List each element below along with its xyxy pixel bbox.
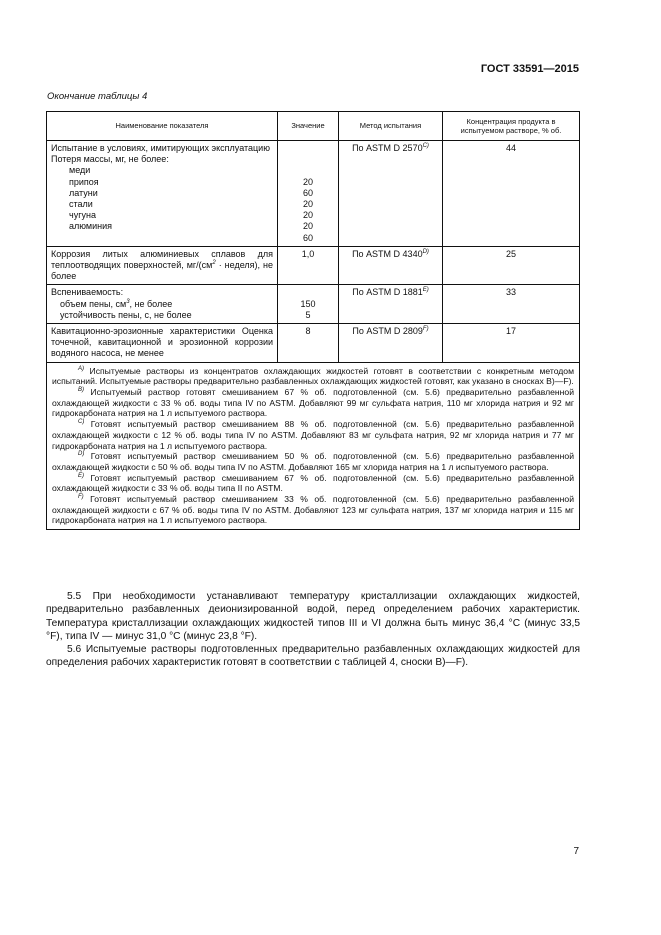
row-title: Вспениваемость: [51, 287, 124, 298]
metal-item: припоя [69, 176, 99, 187]
table-row [47, 285, 580, 324]
footnote-text: Готовят испытуемый раствор смешиванием 67 % об. подготовленной (см. 5.6) предварительно разбавленной охлаждающей жидкости с 33 % об. воды типа II по ASTM. [52, 472, 574, 494]
footnote-mark: F) [422, 326, 429, 333]
footnote [52, 451, 574, 472]
value-cell [278, 285, 339, 324]
row-text: объем пены, см [60, 298, 127, 309]
footnote-text: Готовят испытуемый раствор смешиванием 33 % об. подготовленной (см. 5.6) предварительно разбавленной охлаждающей жидкости с 67 % об. воды типа IV по ASTM. Добавляют 123 мг сульфата натрия, 137 мг хлорида натрия и 115 мг гидрокарбоната натрия на 1 л испытуемого раствора. [52, 494, 574, 526]
footnote-mark: D) [422, 248, 429, 255]
footnote-text: Готовят испытуемый раствор смешиванием 50 % об. подготовленной (см. 5.6) предварительно разбавленной охлаждающей жидкости с 50 % об. воды типа IV по ASTM. Добавляют 165 мг хлорида натрия на 1 л испытуемого раствора. [52, 451, 574, 472]
footnote-text: Испытуемый раствор готовят смешиванием 67 % об. подготовленной (см. 5.6) предварительно разбавленной охлаждающей жидкости с 33 % об. воды типа IV по ASTM. Добавляют 99 мг сульфата натрия, 110 мг хлорида натрия и 92 мг гидрокарбоната натрия на 1 л испытуемого раствора. [52, 387, 574, 419]
footnotes-cell [47, 362, 580, 530]
footnote-mark: E) [422, 287, 429, 294]
metal-item: стали [69, 199, 93, 210]
foam-value: 150 [300, 298, 316, 309]
superscript: 2 [212, 260, 216, 267]
method-text: По ASTM D 2570 [352, 143, 423, 153]
header-indicator: Наименование показателя [47, 112, 278, 141]
footnote-text: Готовят испытуемый раствор смешиванием 88 % об. подготовленной (см. 5.6) предварительно разбавленной охлаждающей жидкости с 12 % об. воды типа IV по ASTM. Добавляют 83 мг сульфата натрия, 92 мг хлорида натрия и 77 мг гидрокарбоната натрия на 1 л испытуемого раствора. [52, 419, 574, 451]
method-text: По ASTM D 1881 [352, 287, 423, 298]
concentration-cell: 33 [443, 285, 580, 324]
metal-item: латуни [69, 187, 98, 198]
metal-item: меди [69, 165, 91, 176]
value-cell: 1,0 [278, 246, 339, 285]
indicator-cell [47, 141, 278, 247]
indicator-cell [47, 285, 278, 324]
value-cell: 8 [278, 324, 339, 363]
row-text: Коррозия литых алюминиевых сплавов для теплоотводящих поверхностей, мг/(см [51, 248, 273, 271]
metal-value: 60 [302, 232, 313, 243]
metal-value: 20 [302, 221, 313, 232]
row-title: Испытание в условиях, имитирующих эксплуатацию [51, 143, 270, 153]
metal-value: 20 [302, 176, 313, 187]
footnote [52, 494, 574, 526]
footnote-text: Испытуемые растворы из концентратов охлаждающих жидкостей готовят в соответствии с конкретным методом испытаний. Испытуемые растворы предварительно разбавленных охлаждающих жидкостей готовят, как указано в сносках B)—F). [52, 365, 574, 387]
metal-item: алюминия [69, 221, 112, 232]
metal-value: 60 [302, 187, 313, 198]
characteristics-table [46, 111, 580, 530]
indicator-cell [47, 246, 278, 285]
header-method: Метод испытания [339, 112, 443, 141]
method-cell [339, 246, 443, 285]
footnote-mark: A) [78, 365, 84, 372]
footnote [52, 473, 574, 494]
metal-item: чугуна [69, 210, 96, 221]
value-cell [278, 141, 339, 247]
body-text [46, 590, 580, 670]
footnote-mark: D) [78, 451, 85, 458]
row-text: · неделя), не более [51, 260, 273, 282]
footnote-mark: C) [78, 419, 85, 426]
metal-value: 20 [302, 199, 313, 209]
concentration-cell: 17 [443, 324, 580, 363]
method-cell [339, 141, 443, 247]
method-text: По ASTM D 4340 [352, 248, 423, 259]
method-cell [339, 324, 443, 363]
footnote-mark: B) [78, 387, 84, 394]
table-header-row [47, 112, 580, 141]
footnote [52, 366, 574, 387]
foam-value: 5 [305, 309, 311, 320]
method-text: По ASTM D 2809 [352, 326, 423, 337]
method-cell [339, 285, 443, 324]
concentration-cell: 44 [443, 141, 580, 247]
table-caption: Окончание таблицы 4 [47, 91, 148, 102]
footnote [52, 387, 574, 419]
footnote [52, 419, 574, 451]
page-number: 7 [573, 846, 579, 857]
header-value: Значение [278, 112, 339, 141]
footnote-mark: F) [78, 494, 84, 501]
footnotes-row [47, 362, 580, 530]
foam-item: устойчивость пены, с, не более [60, 309, 192, 320]
concentration-cell: 25 [443, 246, 580, 285]
table-row [47, 141, 580, 247]
footnote-mark: E) [78, 472, 84, 479]
row-subtitle: Потеря массы, мг, не более: [51, 154, 169, 165]
metal-value: 20 [302, 210, 313, 221]
indicator-cell: Кавитационно-эрозионные характеристики Оценка точечной, кавитационной и эрозионной коррозии водяного насоса, не менее [47, 324, 278, 363]
paragraph-5-6: 5.6 Испытуемые растворы подготовленных предварительно разбавленных охлаждающих жидкостей для определения рабочих характеристик готовят в соответствии с таблицей 4, сноски B)—F). [46, 644, 580, 669]
footnote-mark: C) [422, 143, 429, 149]
foam-item [51, 299, 273, 310]
superscript: 3 [126, 298, 130, 305]
paragraph-5-5: 5.5 При необходимости устанавливают температуру кристаллизации охлаждающих жидкостей, предварительно разбавленных деионизированной водой, перед определением рабочих характеристик. Температура кристаллизации охлаждающих жидкостей типов III и VI должна быть минус 36,4 °C (минус 33,5 °F), типа IV — минус 31,0 °C (минус 23,8 °F). [46, 591, 580, 642]
table-row [47, 324, 580, 363]
table-row [47, 246, 580, 285]
standard-number: ГОСТ 33591—2015 [480, 63, 579, 75]
row-text: , не более [129, 298, 173, 309]
header-concentration: Концентрация продукта в испытуемом растворе, % об. [443, 112, 580, 141]
